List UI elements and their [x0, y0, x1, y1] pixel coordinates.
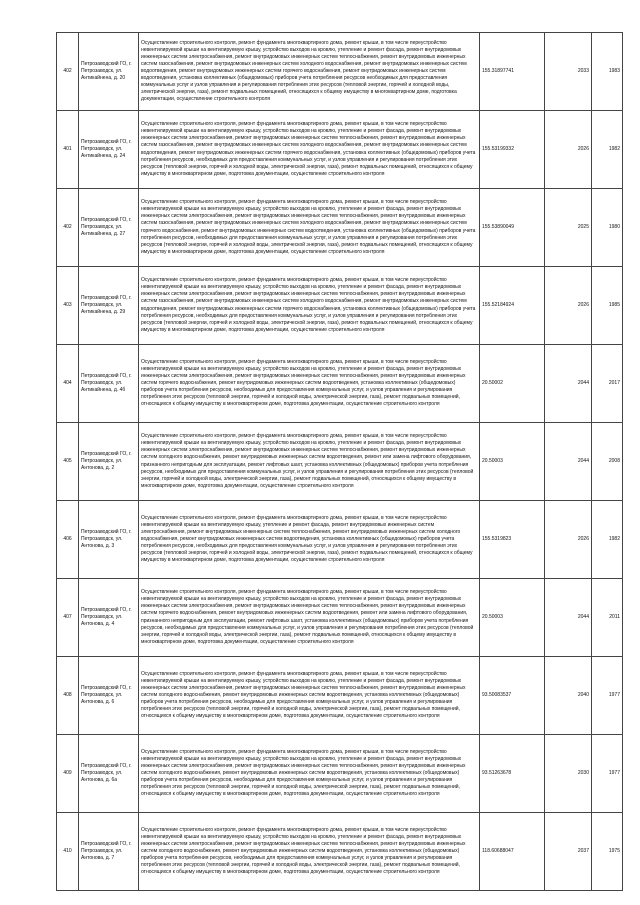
row-number: 402 — [57, 33, 79, 111]
build-year-cell: 1982 — [592, 111, 623, 189]
build-year-cell: 2011 — [592, 579, 623, 657]
planned-year-cell: 2030 — [545, 735, 592, 813]
cost-cell: 155.53199332 — [480, 111, 545, 189]
works-description-cell: Осуществление строительного контроля, ремонт фундамента многоквартирного дома, ремонт крыши, в том числе переустройство невентилируемой крыши на вентилируемую крышу, устройство выходов на кровлю, утепление и ремонт фасада, ремонт внутридомовых инженерных систем электроснабжения, ремонт внутридомовых инженерных систем теплоснабжения, ремонт внутридомовых инженерных систем горячего водоснабжения, ремонт внутридомовых инженерных систем водоотведения, ремонт или замена лифтового оборудования, признанного непригодным для эксплуатации, ремонт лифтовых шахт, установка коллективных (общедомовых) приборов учета потребления ресурсов, необходимых для предоставления коммунальных услуг, и узлов управления и регулирования потребления этих ресурсов (тепловой энергии, горячей и холодной воды, электрической энергии, газа), ремонт подвальных помещений, относящихся к общему имуществу в многоквартирном доме, подготовка документации, осуществление строительного контроля — [139, 579, 480, 657]
works-description-cell: Осуществление строительного контроля, ремонт фундамента многоквартирного дома, ремонт крыши, в том числе переустройство невентилируемой крыши на вентилируемую крышу, устройство выходов на кровлю, утепление и ремонт фасада, ремонт внутридомовых инженерных систем электроснабжения, ремонт внутридомовых инженерных систем теплоснабжения, ремонт внутридомовых инженерных систем холодного водоснабжения, ремонт внутридомовых инженерных систем водоотведения, установка коллективных (общедомовых) приборов учета потребления ресурсов, необходимых для предоставления коммунальных услуг, и узлов управления и регулирования потребления этих ресурсов (тепловой энергии, горячей и холодной воды, электрической энергии, газа), ремонт подвальных помещений, относящихся к общему имуществу в многоквартирном доме, подготовка документации, осуществление строительного контроля — [139, 657, 480, 735]
cost-cell: 155.31897741 — [480, 33, 545, 111]
works-description-cell: Осуществление строительного контроля, ремонт фундамента многоквартирного дома, ремонт крыши, в том числе переустройство невентилируемой крыши на вентилируемую крышу, устройство выходов на кровлю, утепление и ремонт фасада, ремонт внутридомовых инженерных систем электроснабжения, ремонт внутридомовых инженерных систем теплоснабжения, ремонт внутридомовых инженерных систем газоснабжения, ремонт внутридомовых инженерных систем холодного водоснабжения, ремонт внутридомовых инженерных систем горячего водоснабжения, ремонт внутридомовых инженерных систем водоотведения, установка коллективных (общедомовых) приборов учета потребления ресурсов, необходимых для предоставления коммунальных услуг, и узлов управления и регулирования потребления этих ресурсов (тепловой энергии, горячей и холодной воды, электрической энергии, газа), ремонт подвальных помещений, относящихся к общему имуществу в многоквартирном доме, подготовка документации, осуществление строительного контроля — [139, 189, 480, 267]
works-description-cell: Осуществление строительного контроля, ремонт фундамента многоквартирного дома, ремонт крыши, в том числе переустройство невентилируемой крыши на вентилируемую крышу, устройство выходов на кровлю, утепление и ремонт фасада, ремонт внутридомовых инженерных систем электроснабжения, ремонт внутридомовых инженерных систем теплоснабжения, ремонт внутридомовых инженерных систем газоснабжения, ремонт внутридомовых инженерных систем холодного водоснабжения, ремонт внутридомовых инженерных систем водоотведения, ремонт внутридомовых инженерных систем горячего водоснабжения, установка коллективных (общедомовых) приборов учета потребления ресурсов, необходимых для предоставления коммунальных услуг, и узлов управления и регулирования потребления этих ресурсов (тепловой энергии, горячей и холодной воды, электрической энергии, газа), ремонт подвальных помещений, относящихся к общему имуществу в многоквартирном доме, подготовка документации, осуществление строительного контроля — [139, 111, 480, 189]
cost-cell: 118.60688047 — [480, 813, 545, 891]
cost-cell: 93.51263678 — [480, 735, 545, 813]
cost-cell: 20.50003 — [480, 579, 545, 657]
planned-year-cell: 2044 — [545, 345, 592, 423]
row-number: 402 — [57, 189, 79, 267]
planned-year-cell: 2025 — [545, 189, 592, 267]
build-year-cell: 1977 — [592, 735, 623, 813]
table-row — [57, 579, 623, 657]
planned-year-cell: 2026 — [545, 111, 592, 189]
planned-year-cell: 2033 — [545, 33, 592, 111]
address-cell: Петрозаводский ГО, г. Петрозаводск, ул. Антикайнена, д. 4б — [79, 345, 139, 423]
table-row — [57, 813, 623, 891]
table-row — [57, 735, 623, 813]
table-row — [57, 345, 623, 423]
works-description-cell: Осуществление строительного контроля, ремонт фундамента многоквартирного дома, ремонт крыши, в том числе переустройство невентилируемой крыши на вентилируемую крышу, устройство выходов на кровлю, утепление и ремонт фасада, ремонт внутридомовых инженерных систем электроснабжения, ремонт внутридомовых инженерных систем теплоснабжения, ремонт внутридомовых инженерных систем газоснабжения, ремонт внутридомовых инженерных систем холодного водоснабжения, ремонт внутридомовых инженерных систем водоотведения, ремонт внутридомовых инженерных систем горячего водоснабжения, ремонт внутридомовых инженерных систем водоотведения, установка коллективных (общедомовых) приборов учета потребления ресурсов необходимых для предоставления коммунальных услуг и узлов управления и регулирования потребления этих ресурсов (тепловой энергии, горячей и холодной воды, электрической энергии, газа), ремонт подвальных помещений, относящихся к общему имуществу в многоквартирном доме, подготовка документации, осуществление строительного контроля — [139, 33, 480, 111]
build-year-cell: 1975 — [592, 813, 623, 891]
table-row — [57, 501, 623, 579]
row-number: 403 — [57, 267, 79, 345]
build-year-cell: 1983 — [592, 33, 623, 111]
table-row — [57, 111, 623, 189]
planned-year-cell: 2044 — [545, 579, 592, 657]
build-year-cell: 1985 — [592, 267, 623, 345]
planned-year-cell: 2037 — [545, 813, 592, 891]
address-cell: Петрозаводский ГО, г. Петрозаводск, ул. Антонова, д. 3 — [79, 501, 139, 579]
works-description-cell: Осуществление строительного контроля, ремонт фундамента многоквартирного дома, ремонт крыши, в том числе переустройство невентилируемой крыши на вентилируемую крышу, устройство выходов на кровлю, утепление и ремонт фасада, ремонт внутридомовых инженерных систем электроснабжения, ремонт внутридомовых инженерных систем теплоснабжения, ремонт внутридомовых инженерных систем холодного водоснабжения, ремонт внутридомовых инженерных систем водоотведения, установка коллективных (общедомовых) приборов учета потребления ресурсов, необходимых для предоставления коммунальных услуг, и узлов управления и регулирования потребления этих ресурсов (тепловой энергии, горячей и холодной воды, электрической энергии, газа), ремонт подвальных помещений, относящихся к общему имуществу в многоквартирном доме, подготовка документации, осуществление строительного контроля — [139, 813, 480, 891]
table-row — [57, 189, 623, 267]
table-body — [57, 33, 623, 891]
capital-repair-table — [56, 32, 623, 891]
table-row — [57, 33, 623, 111]
works-description-cell: Осуществление строительного контроля, ремонт фундамента многоквартирного дома, ремонт крыши, в том числе переустройство невентилируемой крыши на вентилируемую крышу, устройство выходов на кровлю, утепление и ремонт фасада, ремонт внутридомовых инженерных систем электроснабжения, ремонт внутридомовых инженерных систем теплоснабжения, ремонт внутридомовых инженерных систем холодного водоснабжения, ремонт внутридомовых инженерных систем водоотведения, установка коллективных (общедомовых) приборов учета потребления ресурсов, необходимых для предоставления коммунальных услуг, и узлов управления и регулирования потребления этих ресурсов (тепловой энергии, горячей и холодной воды, электрической энергии, газа), ремонт подвальных помещений, относящихся к общему имуществу в многоквартирном доме, подготовка документации, осуществление строительного контроля — [139, 735, 480, 813]
planned-year-cell: 2026 — [545, 267, 592, 345]
build-year-cell: 1980 — [592, 189, 623, 267]
address-cell: Петрозаводский ГО, г. Петрозаводск, ул. Антонова, д. 6а — [79, 735, 139, 813]
build-year-cell: 1977 — [592, 657, 623, 735]
row-number: 410 — [57, 813, 79, 891]
table-row — [57, 423, 623, 501]
table-row — [57, 267, 623, 345]
row-number: 405 — [57, 423, 79, 501]
row-number: 409 — [57, 735, 79, 813]
cost-cell: 20.50002 — [480, 345, 545, 423]
works-description-cell: Осуществление строительного контроля, ремонт фундамента многоквартирного дома, ремонт крыши, в том числе переустройство невентилируемой крыши на вентилируемую крышу, утепление и ремонт фасада, ремонт внутридомовых инженерных систем электроснабжения, ремонт внутридомовых инженерных систем теплоснабжения, ремонт внутридомовых инженерных систем холодного водоснабжения, ремонт внутридомовых инженерных систем водоотведения, установка коллективных (общедомовых) приборов учета потребления ресурсов, необходимых для предоставления коммунальных услуг, и узлов управления и регулирования потребления этих ресурсов (тепловой энергии, горячей и холодной воды, электрической энергии, газа), ремонт подвальных помещений, относящихся к общему имуществу в многоквартирном доме, подготовка документации, осуществление строительного контроля — [139, 501, 480, 579]
cost-cell: 155.5319823 — [480, 501, 545, 579]
address-cell: Петрозаводский ГО, г. Петрозаводск, ул. Антикайнена, д. 27 — [79, 189, 139, 267]
row-number: 408 — [57, 657, 79, 735]
address-cell: Петрозаводский ГО, г. Петрозаводск, ул. Антонова, д. 2 — [79, 423, 139, 501]
planned-year-cell: 2040 — [545, 657, 592, 735]
cost-cell: 155.52184924 — [480, 267, 545, 345]
planned-year-cell: 2026 — [545, 501, 592, 579]
row-number: 401 — [57, 111, 79, 189]
cost-cell: 155.53890049 — [480, 189, 545, 267]
cost-cell: 20.50003 — [480, 423, 545, 501]
address-cell: Петрозаводский ГО, г. Петрозаводск, ул. Антикайнена, д. 29 — [79, 267, 139, 345]
address-cell: Петрозаводский ГО, г. Петрозаводск, ул. Антонова, д. 4 — [79, 579, 139, 657]
works-description-cell: Осуществление строительного контроля, ремонт фундамента многоквартирного дома, ремонт крыши, в том числе переустройство невентилируемой крыши на вентилируемую крышу, устройство выходов на кровлю, утепление и ремонт фасада, ремонт внутридомовых инженерных систем электроснабжения, ремонт внутридомовых инженерных систем теплоснабжения, ремонт внутридомовых инженерных систем горячего водоснабжения, ремонт внутридомовых инженерных систем водоотведения, установка коллективных (общедомовых) приборов учета потребления ресурсов, необходимых для предоставления коммунальных услуг, и узлов управления и регулирования потребления этих ресурсов (тепловой энергии, горячей и холодной воды, электрической энергии, газа), ремонт подвальных помещений, относящихся к общему имуществу в многоквартирном доме, подготовка документации, осуществление строительного контроля — [139, 345, 480, 423]
works-description-cell: Осуществление строительного контроля, ремонт фундамента многоквартирного дома, ремонт крыши, в том числе переустройство невентилируемой крыши на вентилируемую крышу, устройство выходов на кровлю, утепление и ремонт фасада, ремонт внутридомовых инженерных систем электроснабжения, ремонт внутридомовых инженерных систем теплоснабжения, ремонт внутридомовых инженерных систем газоснабжения, ремонт внутридомовых инженерных систем холодного водоснабжения, ремонт внутридомовых инженерных систем водоотведения, ремонт внутридомовых инженерных систем горячего водоснабжения, установка коллективных (общедомовых) приборов учета потребления ресурсов, необходимых для предоставления коммунальных услуг, и узлов управления и регулирования потребления этих ресурсов (тепловой энергии, горячей и холодной воды, электрической энергии, газа), ремонт подвальных помещений, относящихся к общему имуществу в многоквартирном доме, подготовка документации, осуществление строительного контроля — [139, 267, 480, 345]
row-number: 406 — [57, 501, 79, 579]
works-description-cell: Осуществление строительного контроля, ремонт фундамента многоквартирного дома, ремонт крыши, в том числе переустройство невентилируемой крыши на вентилируемую крышу, устройство выходов на кровлю, утепление и ремонт фасада, ремонт внутридомовых инженерных систем электроснабжения, ремонт внутридомовых инженерных систем теплоснабжения, ремонт внутридомовых инженерных систем холодного водоснабжения, ремонт внутридомовых инженерных систем водоотведения, ремонт или замена лифтового оборудования, признанного непригодным для эксплуатации, ремонт лифтовых шахт, установка коллективных (общедомовых) приборов учета потребления ресурсов, необходимых для предоставления коммунальных услуг, и узлов управления и регулирования потребления этих ресурсов (тепловой энергии, горячей и холодной воды, электрической энергии, газа), ремонт подвальных помещений, относящихся к общему имуществу в многоквартирном доме, подготовка документации, осуществление строительного контроля — [139, 423, 480, 501]
address-cell: Петрозаводский ГО, г. Петрозаводск, ул. Антикайнена, д. 20 — [79, 33, 139, 111]
planned-year-cell: 2044 — [545, 423, 592, 501]
table-row — [57, 657, 623, 735]
address-cell: Петрозаводский ГО, г. Петрозаводск, ул. Антонова, д. 6 — [79, 657, 139, 735]
address-cell: Петрозаводский ГО, г. Петрозаводск, ул. Антонова, д. 7 — [79, 813, 139, 891]
row-number: 407 — [57, 579, 79, 657]
build-year-cell: 2017 — [592, 345, 623, 423]
build-year-cell: 2008 — [592, 423, 623, 501]
address-cell: Петрозаводский ГО, г. Петрозаводск, ул. Антикайнена, д. 24 — [79, 111, 139, 189]
row-number: 404 — [57, 345, 79, 423]
build-year-cell: 1982 — [592, 501, 623, 579]
cost-cell: 93.50083537 — [480, 657, 545, 735]
